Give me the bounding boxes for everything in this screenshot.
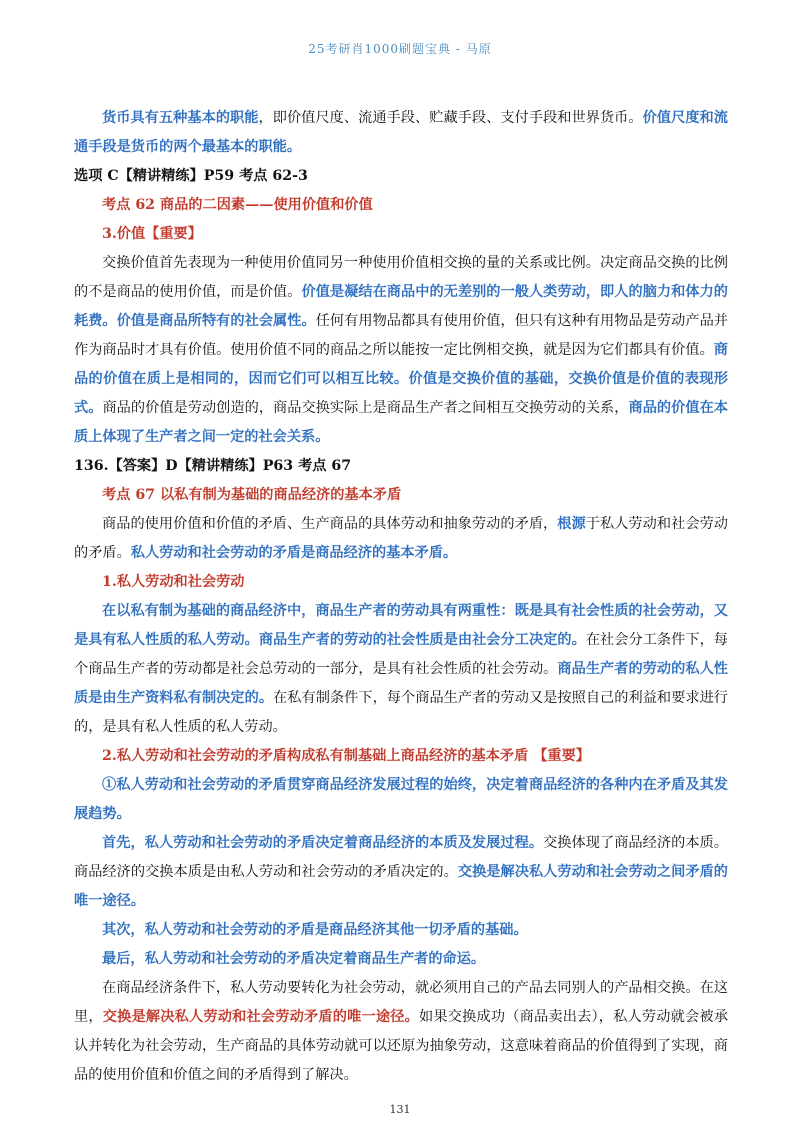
body-text: 商品的使用价值和价值的矛盾、生产商品的具体劳动和抽象劳动的矛盾， xyxy=(102,516,558,532)
paragraph-last: 最后，私人劳动和社会劳动的矛盾决定着商品生产者的命运。 xyxy=(102,951,486,967)
section-2-heading: 2.私人劳动和社会劳动的矛盾构成私有制基础上商品经济的基本矛盾 【重要】 xyxy=(102,748,590,764)
paragraph-private-social-labor xyxy=(74,597,728,742)
highlight-text: 商品的价值在本质上体现了生产者之间一定的社会关系。 xyxy=(74,400,728,445)
page-number: 131 xyxy=(389,1103,411,1116)
highlight-text: 交换是解决私人劳动和社会劳动之间矛盾的唯一途径。 xyxy=(74,864,728,909)
paragraph-money-functions xyxy=(74,104,728,162)
paragraph-first xyxy=(74,829,728,916)
highlight-text: 价值是凝结在商品中的无差别的一般人类劳动，即人的脑力和体力的耗费。价值是商品所特有的社会属性。 xyxy=(74,284,728,329)
knowledge-point-62: 考点 62 商品的二因素——使用价值和价值 xyxy=(102,197,373,213)
document-body xyxy=(74,104,728,1090)
paragraph-point-1: ①私人劳动和社会劳动的矛盾贯穿商品经济发展过程的始终，决定着商品经济的各种内在矛盾及其发展趋势。 xyxy=(74,777,728,822)
body-text: ，即价值尺度、流通手段、贮藏手段、支付手段和世界货币。 xyxy=(258,110,643,126)
paragraph-second: 其次，私人劳动和社会劳动的矛盾是商品经济其他一切矛盾的基础。 xyxy=(102,922,528,938)
body-text: 任何有用物品都具有使用价值，但只有这种有用物品是劳动产品并作为商品时才具有价值。使用价值不同的商品之所以能按一定比例相交换，就是因为它们都具有价值。 xyxy=(74,313,728,358)
paragraph-exchange xyxy=(74,974,728,1090)
answer-136-line: 136.【答案】D【精讲精练】P63 考点 67 xyxy=(74,458,352,474)
highlight-text: 商品生产者的劳动的私人性质是由生产资料私有制决定的。 xyxy=(74,661,728,706)
highlight-text: 私人劳动和社会劳动的矛盾是商品经济的基本矛盾。 xyxy=(130,545,458,561)
body-text: 商品的价值是劳动创造的，商品交换实际上是商品生产者之间相互交换劳动的关系， xyxy=(102,400,629,416)
paragraph-value xyxy=(74,249,728,452)
body-text: 交换体现了商品经济的本质。商品经济的交换本质是由私人劳动和社会劳动的矛盾决定的。 xyxy=(74,835,728,880)
section-1-heading: 1.私人劳动和社会劳动 xyxy=(102,574,245,590)
knowledge-point-67: 考点 67 以私有制为基础的商品经济的基本矛盾 xyxy=(102,487,402,503)
body-text: 如果交换成功（商品卖出去），私人劳动就会被承认并转化为社会劳动，生产商品的具体劳动就可以还原为抽象劳动，这意味着商品的价值得到了实现，商品的使用价值和价值之间的矛盾得到了解决。 xyxy=(74,1009,728,1083)
value-subheading: 3.价值【重要】 xyxy=(102,226,202,242)
highlight-text: 价值尺度和流通手段是货币的两个最基本的职能。 xyxy=(74,110,728,155)
body-text: 于私人劳动和社会劳动的矛盾。 xyxy=(74,516,728,561)
highlight-text: 商品的价值在质上是相同的，因而它们可以相互比较。价值是交换价值的基础，交换价值是价值的表现形式。 xyxy=(74,342,728,416)
option-c-line: 选项 C【精讲精练】P59 考点 62-3 xyxy=(74,168,308,184)
body-text: 在商品经济条件下，私人劳动要转化为社会劳动，就必须用自己的产品去同别人的产品相交换。在这里， xyxy=(74,980,728,1025)
paragraph-basic-contradiction xyxy=(74,510,728,568)
body-text: 交换价值首先表现为一种使用价值同另一种使用价值相交换的量的关系或比例。决定商品交换的比例的不是商品的使用价值，而是价值。 xyxy=(74,255,728,300)
page-header: 25考研肖1000刷题宝典 - 马原 xyxy=(308,42,492,56)
highlight-text: 货币具有五种基本的职能 xyxy=(102,110,259,126)
highlight-text: 在以私有制为基础的商品经济中，商品生产者的劳动具有两重性：既是具有社会性质的社会劳动，又是具有私人性质的私人劳动。商品生产者的劳动的社会性质是由社会分工决定的。 xyxy=(74,603,728,648)
highlight-text: 首先，私人劳动和社会劳动的矛盾决定着商品经济的本质及发展过程。 xyxy=(102,835,544,851)
body-text: 在私有制条件下，每个商品生产者的劳动又是按照自己的利益和要求进行的，是具有私人性质的私人劳动。 xyxy=(74,690,728,735)
body-text: 在社会分工条件下，每个商品生产者的劳动都是社会总劳动的一部分，是具有社会性质的社会劳动。 xyxy=(74,632,728,677)
highlight-text: 根源 xyxy=(557,516,586,532)
highlight-text-red: 交换是解决私人劳动和社会劳动矛盾的唯一途径。 xyxy=(102,1009,420,1025)
